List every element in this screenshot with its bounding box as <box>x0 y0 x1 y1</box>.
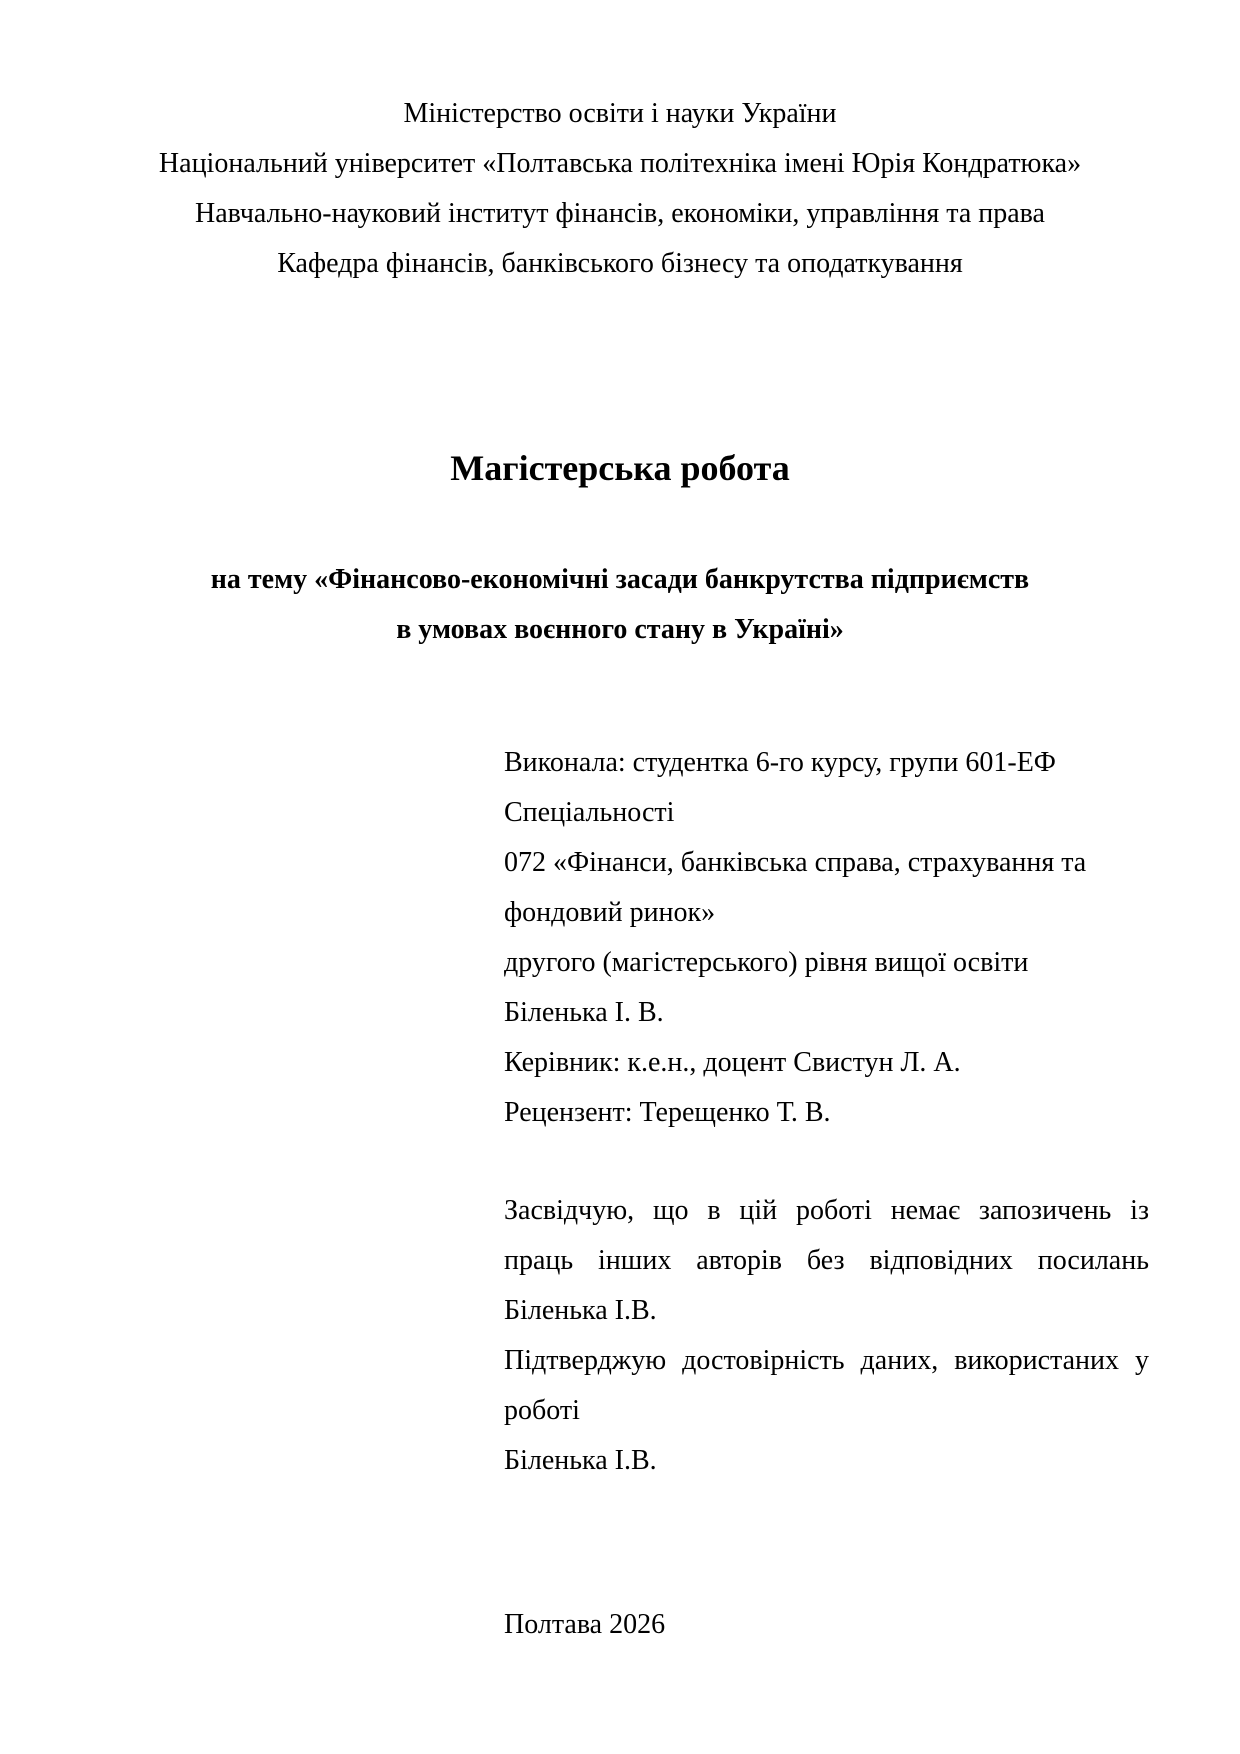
confirmation-line-1: Підтверджую достовірність даних, використаних у <box>504 1345 1149 1376</box>
specialty-line-2: фондовий ринок» <box>504 897 716 928</box>
department-name: Кафедра фінансів, банківського бізнесу та оподаткування <box>277 248 963 279</box>
certification-line-1: Засвідчую, що в цій роботі немає запозичень із <box>504 1195 1149 1226</box>
institute-name: Навчально-науковий інститут фінансів, економіки, управління та права <box>195 198 1045 229</box>
signature-2: Біленька І.В. <box>504 1445 657 1476</box>
topic-line-2: в умовах воєнного стану в Україні» <box>396 614 844 645</box>
student-name: Біленька І. В. <box>504 997 664 1028</box>
topic-line-1: на тему «Фінансово-економічні засади банкрутства підприємств <box>210 564 1030 595</box>
specialty-label: Спеціальності <box>504 797 675 828</box>
reviewer: Рецензент: Терещенко Т. В. <box>504 1097 831 1128</box>
signature-1: Біленька І.В. <box>504 1295 657 1326</box>
certification-line-2: праць інших авторів без відповідних посилань <box>504 1245 1149 1276</box>
education-level: другого (магістерського) рівня вищої освіти <box>504 947 1029 978</box>
performed-by: Виконала: студентка 6-го курсу, групи 601-ЕФ <box>504 747 1056 778</box>
city-year: Полтава 2026 <box>504 1609 666 1640</box>
university-name: Національний університет «Полтавська політехніка імені Юрія Кондратюка» <box>158 148 1082 179</box>
document-title: Магістерська робота <box>450 448 790 488</box>
confirmation-line-2: роботі <box>504 1395 580 1426</box>
ministry-name: Міністерство освіти і науки України <box>403 98 837 129</box>
specialty-line-1: 072 «Фінанси, банківська справа, страхування та <box>504 847 1087 878</box>
supervisor: Керівник: к.е.н., доцент Свистун Л. А. <box>504 1047 961 1078</box>
